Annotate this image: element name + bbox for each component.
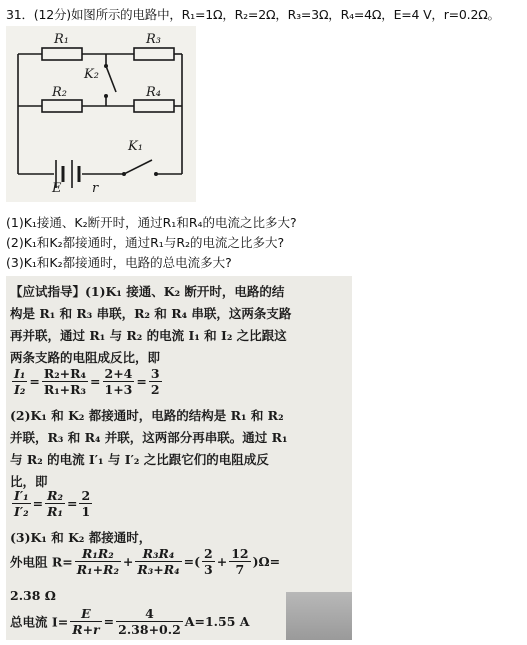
f3-a-den: R₁+R₂ [76, 562, 119, 577]
f2-res-den: 1 [81, 504, 91, 519]
question-2: (2)K₁和K₂都接通时，通过R₁与R₂的电流之比多大? [6, 235, 285, 250]
label-r1: R₁ [54, 32, 69, 47]
f1-mid-den: R₁+R₃ [43, 382, 87, 397]
formula-1: $\frac{\text{I₁}}{\text{I₂}}$ = $\frac{\text{R₂+R₄}}{\text{R₁+R₃}}$ = $\frac{2+4}{1+3}$ = $\frac{3}{2}$ [14, 366, 160, 397]
k1-contact-right [154, 172, 158, 176]
label-k1: K₁ [128, 139, 143, 154]
answer-p1-line-3: 再并联，通过 R₁ 与 R₂ 的电流 I₁ 和 I₂ 之比跟这 [10, 328, 287, 343]
f1-lhs-num: I₁ [14, 366, 26, 381]
f2-lhs-den: I′₂ [14, 504, 29, 519]
resistor-r3 [134, 48, 174, 60]
f1-res-den: 2 [150, 382, 160, 397]
answer-heading: 【应试指导】 [10, 284, 86, 299]
resistor-r4 [134, 100, 174, 112]
problem-title: 31．(12分)如图所示的电路中，R₁=1Ω，R₂=2Ω，R₃=3Ω，R₄=4Ω，E=4 V，r=0.2Ω。 [6, 7, 500, 22]
answer-p2-line-1: (2)K₁ 和 K₂ 都接通时，电路的结构是 R₁ 和 R₂ [10, 408, 284, 423]
f1-res-num: 3 [150, 366, 160, 381]
k2-contact-bottom [104, 94, 108, 98]
answer-p2-line-3: 与 R₂ 的电流 I′₁ 与 I′₂ 之比跟它们的电阻成反 [10, 452, 269, 467]
f1-val-num: 2+4 [104, 366, 133, 381]
answer-line-1 [10, 282, 284, 300]
resistor-r2 [42, 100, 82, 112]
f1-lhs-den: I₂ [14, 382, 26, 397]
f3-result: 2.38 Ω [10, 588, 56, 603]
answer-p1-line-2: 构是 R₁ 和 R₃ 串联，R₂ 和 R₄ 串联，这两条支路 [10, 306, 292, 321]
question-list [6, 213, 297, 273]
f3-plus: + [122, 554, 134, 569]
label-k2: K₂ [84, 67, 99, 82]
f2-lhs-num: I′₁ [14, 488, 29, 503]
question-1: (1)K₁接通、K₂断开时，通过R₁和R₄的电流之比多大? [6, 215, 297, 230]
f3-eq: =( [183, 554, 200, 569]
answer-p3: (3)K₁ 和 K₂ 都接通时， [10, 530, 152, 545]
f4-suffix: A=1.55 A [184, 614, 250, 629]
answer-p1-line-4: 两条支路的电阻成反比，即 [10, 350, 161, 365]
f4-prefix: 总电流 I= [10, 614, 69, 630]
formula-2: $\frac{\text{I′₁}}{\text{I′₂}}$ = $\frac{\text{R₂}}{\text{R₁}}$ = $\frac{2}{1}$ [14, 488, 91, 519]
f3-suffix: )Ω= [252, 554, 281, 569]
scan-shadow [286, 592, 352, 640]
f2-res-num: 2 [81, 488, 91, 503]
f3-d-den: 7 [235, 562, 245, 577]
f3-c-num: 2 [204, 546, 213, 561]
f2-mid-num: R₂ [47, 488, 63, 503]
answer-p2-line-2: 并联，R₃ 和 R₄ 并联，这两部分再串联。通过 R₁ [10, 430, 288, 445]
label-r-internal: r [92, 181, 99, 196]
f4-b-num: 4 [116, 606, 183, 622]
f4-b-den: 2.38+0.2 [118, 622, 181, 637]
f3-c-den: 3 [204, 562, 213, 577]
label-r3: R₃ [146, 32, 161, 47]
f2-mid-den: R₁ [47, 504, 63, 519]
f1-val-den: 1+3 [104, 382, 133, 397]
switch-k1 [124, 160, 152, 174]
answer-p1-line-1: (1)K₁ 接通、K₂ 断开时，电路的结 [85, 284, 285, 299]
circuit-diagram [6, 26, 196, 202]
f3-prefix: 外电阻 R= [10, 554, 73, 570]
f4-a-num: E [70, 606, 101, 622]
f3-b-num: R₃R₄ [135, 546, 181, 562]
f1-mid-num: R₂+R₄ [43, 366, 87, 381]
label-r4: R₄ [146, 85, 161, 100]
formula-3: 外电阻 R= $\frac{\text{R₁R₂}}{\text{R₁+R₂}}$ + $\frac{\text{R₃R₄}}{\text{R₃+R₄}}$ =( $\frac{2}{3}$ + $\frac{12}{7}$ )Ω= [10, 546, 281, 577]
k2-contact-top [104, 64, 108, 68]
label-r2: R₂ [52, 85, 67, 100]
f4-a-den: R+r [72, 622, 100, 637]
k1-contact-left [122, 172, 126, 176]
label-e: E [52, 181, 62, 196]
answer-p2-line-4: 比，即 [10, 474, 48, 489]
resistor-r1 [42, 48, 82, 60]
f3-d-num: 12 [231, 546, 249, 561]
f3-a-num: R₁R₂ [75, 546, 121, 562]
question-3: (3)K₁和K₂都接通时，电路的总电流多大? [6, 255, 232, 270]
switch-k2 [106, 66, 116, 92]
f3-b-den: R₃+R₄ [137, 562, 180, 577]
f4-eq: = [103, 614, 115, 629]
answer-panel [6, 276, 352, 640]
formula-4 [10, 606, 249, 637]
